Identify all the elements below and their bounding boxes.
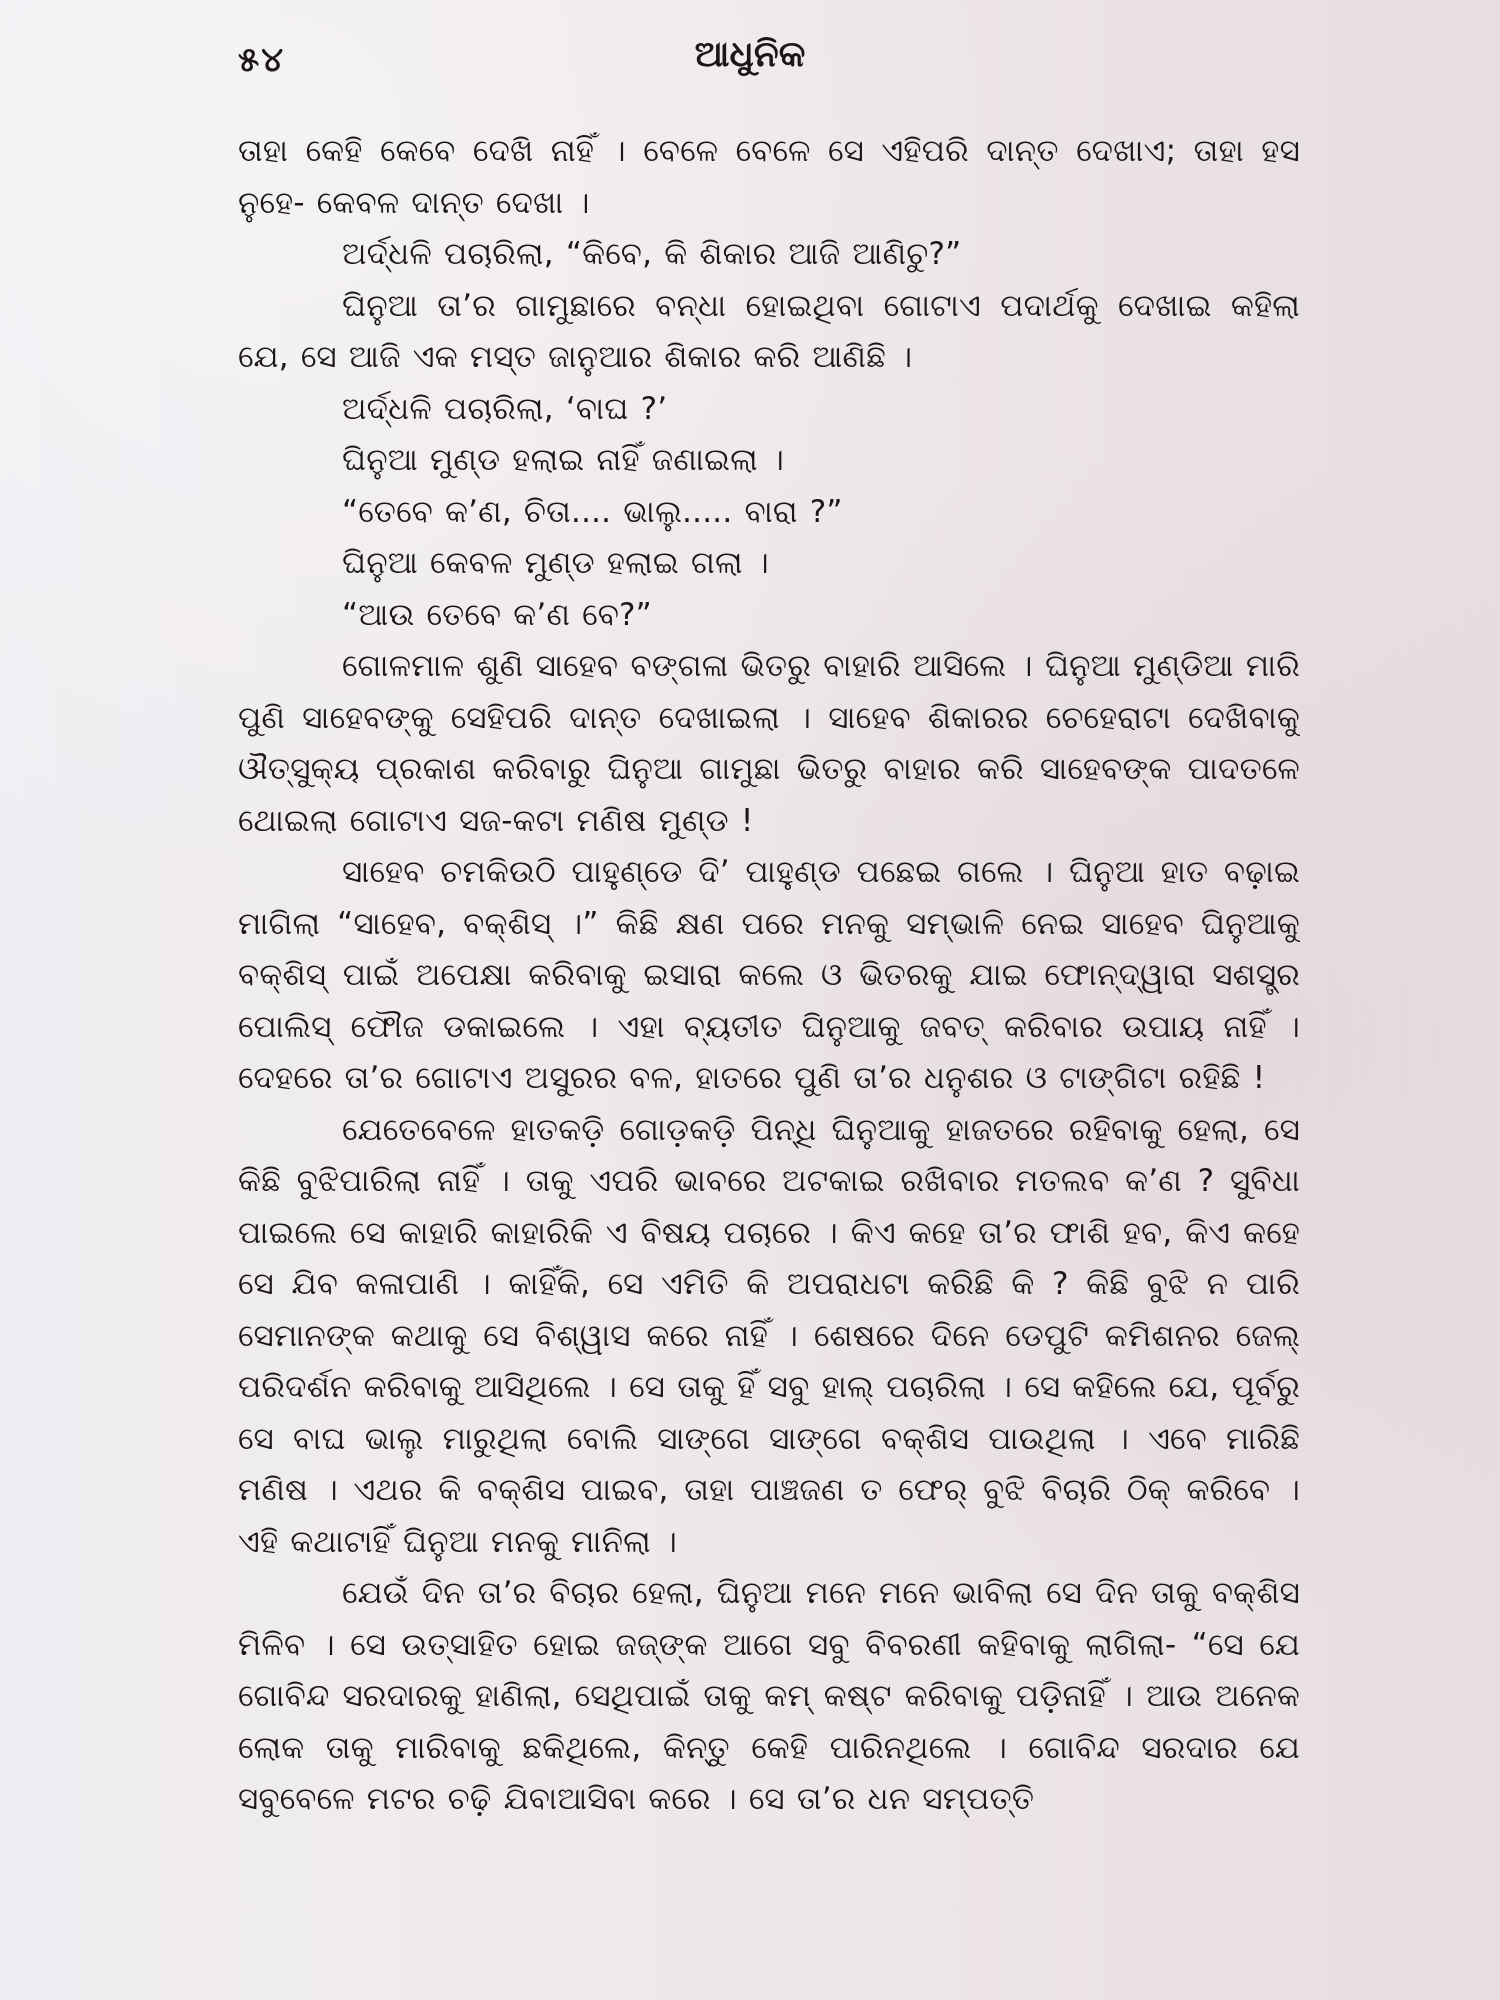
paragraph-head-shake: ଘିନୁଆ ମୁଣ୍ଡ ହଲାଇ ନାହିଁ ଜଣାଇଲା । [342, 442, 785, 478]
page-number: ୫୪ [238, 40, 286, 80]
paragraph-opening: ତାହା କେହି କେବେ ଦେଖି ନାହିଁ । ବେଳେ ବେଳେ ସେ ଏହିପରି ଦାନ୍ତ ଦେଖାଏ; ତାହା ହସ ନୁହେ- କେବଳ ଦାନ୍ତ ଦେଖା । [238, 133, 1300, 221]
page-header [0, 34, 1500, 90]
paragraph-question-hunt: ଅର୍ଦ୍ଧଳି ପଚାରିଲା, “କିବେ, କି ଶିକାର ଆଜି ଆଣିଚୁ?” [342, 236, 962, 272]
paragraph-animal-question: “ତେବେ କ’ଣ, ଚିତା.... ଭାଲୁ..... ବାରା ?” [342, 493, 843, 530]
paragraph-trial: ଯେଉଁ ଦିନ ତା’ର ବିଚାର ହେଲା, ଘିନୁଆ ମନେ ମନେ ଭାବିଲା ସେ ଦିନ ତାକୁ ବକ୍‌ଶିସ ମିଳିବ । ସେ ଉତ୍ସାହିତ ହୋଇ ଜଜ୍‌ଙ୍କ ଆଗେ ସବୁ ବିବରଣୀ କହିବାକୁ ଲାଗିଲା- “ସେ ଯେ ଗୋବିନ୍ଦ ସରଦାରକୁ ହାଣିଲା, ସେଥିପାଇଁ ତାକୁ କମ୍ କଷ୍ଟ କରିବାକୁ ପଡ଼ିନାହିଁ । ଆଉ ଅନେକ ଲୋକ ତାକୁ ମାରିବାକୁ ଛକିଥିଲେ, କିନ୍ତୁ କେହି ପାରିନଥିଲେ । ଗୋବିନ୍ଦ ସରଦାର ଯେ ସବୁବେଳେ ମଟର ଚଢ଼ି ଯିବାଆସିବା କରେ । ସେ ତା’ର ଧନ ସମ୍ପତ୍ତି [238, 1575, 1300, 1817]
paragraph-ghinua-answer: ଘିନୁଆ ତା’ର ଗାମୁଛାରେ ବନ୍ଧା ହୋଇଥିବା ଗୋଟାଏ ପଦାର୍ଥକୁ ଦେଖାଇ କହିଲା ଯେ, ସେ ଆଜି ଏକ ମସ୍ତ ଜାନୁଆର ଶିକାର କରି ଆଣିଛି । [238, 287, 1300, 375]
paragraph-question-tiger: ଅର୍ଦ୍ଧଳି ପଚାରିଲା, ‘ବାଘ ?’ [342, 390, 668, 427]
paragraph-head-shake-again: ଘିନୁଆ କେବଳ ମୁଣ୍ଡ ହଲାଇ ଗଲା । [342, 545, 769, 581]
paragraph-police-called: ସାହେବ ଚମକିଉଠି ପାହୁଣ୍ଡେ ଦି’ ପାହୁଣ୍ଡ ପଛେଇ ଗଲେ । ଘିନୁଆ ହାତ ବଢ଼ାଇ ମାଗିଲା “ସାହେବ, ବକ୍‌ଶିସ୍ ।” କିଛି କ୍ଷଣ ପରେ ମନକୁ ସମ୍ଭାଳି ନେଇ ସାହେବ ଘିନୁଆକୁ ବକ୍‌ଶିସ୍ ପାଇଁ ଅପେକ୍ଷା କରିବାକୁ ଇସାରା କଲେ ଓ ଭିତରକୁ ଯାଇ ଫୋନ୍‌ଦ୍ୱାରା ସଶସ୍ତ୍ର ପୋଲିସ୍ ଫୌଜ ଡକାଇଲେ । ଏହା ବ୍ୟତୀତ ଘିନୁଆକୁ ଜବତ୍ କରିବାର ଉପାୟ ନାହିଁ । ଦେହରେ ତା’ର ଗୋଟାଏ ଅସୁରର ବଳ, ହାତରେ ପୁଣି ତା’ର ଧନୁଶର ଓ ଟାଙ୍ଗିଟା ରହିଛି ! [238, 854, 1300, 1096]
paragraph-what-then: “ଆଉ ତେବେ କ’ଣ ବେ?” [342, 596, 652, 633]
paragraph-saheb-arrives: ଗୋଳମାଳ ଶୁଣି ସାହେବ ବଙ୍ଗଳା ଭିତରୁ ବାହାରି ଆସିଲେ । ଘିନୁଆ ମୁଣ୍ଡିଆ ମାରି ପୁଣି ସାହେବଙ୍କୁ ସେହିପରି ଦାନ୍ତ ଦେଖାଇଲା । ସାହେବ ଶିକାରର ଚେହେରାଟା ଦେଖିବାକୁ ଔତ୍ସୁକ୍ୟ ପ୍ରକାଶ କରିବାରୁ ଘିନୁଆ ଗାମୁଛା ଭିତରୁ ବାହାର କରି ସାହେବଙ୍କ ପାଦତଳେ ଥୋଇଲା ଗୋଟାଏ ସଜ-କଟା ମଣିଷ ମୁଣ୍ଡ ! [238, 648, 1300, 839]
running-title: ଆଧୁନିକ [694, 34, 806, 75]
page-body-text [238, 126, 1300, 1986]
paragraph-custody: ଯେତେବେଳେ ହାତକଡ଼ି ଗୋଡ଼କଡ଼ି ପିନ୍ଧି ଘିନୁଆକୁ ହାଜତରେ ରହିବାକୁ ହେଲା, ସେ କିଛି ବୁଝିପାରିଲା ନାହିଁ । ତାକୁ ଏପରି ଭାବରେ ଅଟକାଇ ରଖିବାର ମତଲବ କ’ଣ ? ସୁବିଧା ପାଇଲେ ସେ କାହାରି କାହାରିକି ଏ ବିଷୟ ପଚାରେ । କିଏ କହେ ତା’ର ଫାଶି ହବ, କିଏ କହେ ସେ ଯିବ କଳାପାଣି । କାହିଁକି, ସେ ଏମିତି କି ଅପରାଧଟା କରିଛି କି ? କିଛି ବୁଝି ନ ପାରି ସେମାନଙ୍କ କଥାକୁ ସେ ବିଶ୍ୱାସ କରେ ନାହିଁ । ଶେଷରେ ଦିନେ ଡେପୁଟି କମିଶନର ଜେଲ୍ ପରିଦର୍ଶନ କରିବାକୁ ଆସିଥିଲେ । ସେ ତାକୁ ହିଁ ସବୁ ହାଲ୍ ପଚାରିଲା । ସେ କହିଲେ ଯେ, ପୂର୍ବରୁ ସେ ବାଘ ଭାଲୁ ମାରୁଥିଲା ବୋଲି ସାଙ୍ଗେ ସାଙ୍ଗେ ବକ୍‌ଶିସ ପାଉଥିଲା । ଏବେ ମାରିଛି ମଣିଷ । ଏଥର କି ବକ୍‌ଶିସ ପାଇବ, ତାହା ପାଞ୍ଚଜଣ ତ ଫେର୍ ବୁଝି ବିଚାରି ଠିକ୍ କରିବେ । ଏହି କଥାଟାହିଁ ଘିନୁଆ ମନକୁ ମାନିଲା । [238, 1111, 1300, 1560]
